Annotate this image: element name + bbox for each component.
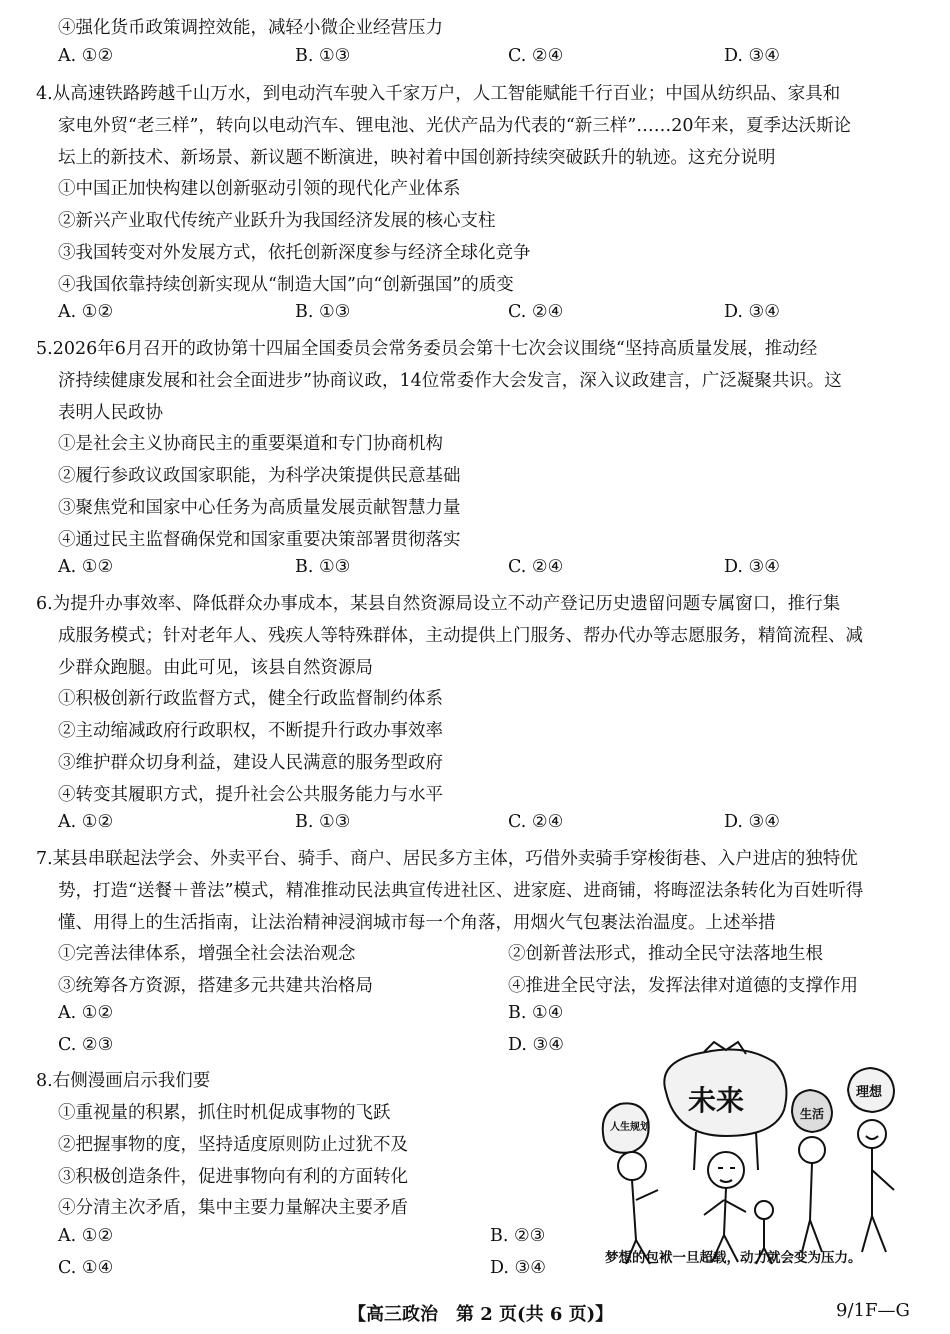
q7-item-4: ④推进全民守法，发挥法律对道德的支撑作用 — [508, 976, 858, 996]
footer-code: 9/1F—G — [836, 1300, 910, 1321]
q6-option-b[interactable]: B. ①③ — [295, 812, 351, 832]
q7-item-3: ③统筹各方资源，搭建多元共建共治格局 — [58, 976, 373, 996]
cartoon-caption: 梦想的包袱一旦超载，动力就会变为压力。 — [605, 1250, 862, 1266]
life-plan-bag-label: 人生规划 — [610, 1122, 650, 1133]
q3-option-c[interactable]: C. ②④ — [508, 46, 564, 66]
q4-stem-line-1: 4.从高速铁路跨越千山万水，到电动汽车驶入千家万户，人工智能赋能千行百业；中国从纺织品、家具和 — [36, 84, 841, 104]
q5-stem-line-2: 济持续健康发展和社会全面进步”协商议政，14位常委作大会发言，深入议政建言，广泛凝聚共识。这 — [58, 371, 842, 391]
q3-option-d[interactable]: D. ③④ — [724, 46, 780, 66]
q5-item-3: ③聚焦党和国家中心任务为高质量发展贡献智慧力量 — [58, 498, 461, 518]
q8-item-1: ①重视量的积累，抓住时机促成事物的飞跃 — [58, 1103, 391, 1123]
q3-option-b[interactable]: B. ①③ — [295, 46, 351, 66]
q6-item-2: ②主动缩减政府行政职权，不断提升行政办事效率 — [58, 721, 443, 741]
q7-item-1: ①完善法律体系，增强全社会法治观念 — [58, 944, 356, 964]
q5-item-2: ②履行参政议政国家职能，为科学决策提供民意基础 — [58, 466, 461, 486]
q5-item-1: ①是社会主义协商民主的重要渠道和专门协商机构 — [58, 434, 443, 454]
q4-stem-line-2: 家电外贸“老三样”，转向以电动汽车、锂电池、光伏产品为代表的“新三样”……20年来，夏季达沃斯论 — [58, 116, 852, 136]
q7-item-2: ②创新普法形式，推动全民守法落地生根 — [508, 944, 823, 964]
q8-item-2: ②把握事物的度，坚持适度原则防止过犹不及 — [58, 1135, 408, 1155]
q5-option-d[interactable]: D. ③④ — [724, 557, 780, 577]
ideal-bag-label: 理想 — [856, 1085, 883, 1100]
q5-stem-line-3: 表明人民政协 — [58, 403, 163, 423]
cartoon-illustration — [596, 1040, 918, 1272]
q6-option-a[interactable]: A. ①② — [58, 812, 114, 832]
q6-item-4: ④转变其履职方式，提升社会公共服务能力与水平 — [58, 785, 443, 805]
future-bag-label: 未来 — [688, 1084, 745, 1117]
q8-option-c[interactable]: C. ①④ — [58, 1258, 114, 1278]
page-footer-title — [348, 1300, 613, 1326]
q5-item-4: ④通过民主监督确保党和国家重要决策部署贯彻落实 — [58, 530, 461, 550]
q7-option-c[interactable]: C. ②③ — [58, 1035, 114, 1055]
q3-item-4: ④强化货币政策调控效能，减轻小微企业经营压力 — [58, 18, 443, 38]
q7-option-a[interactable]: A. ①② — [58, 1003, 114, 1023]
q4-option-d[interactable]: D. ③④ — [724, 302, 780, 322]
q4-option-b[interactable]: B. ①③ — [295, 302, 351, 322]
q4-option-c[interactable]: C. ②④ — [508, 302, 564, 322]
q8-option-d[interactable]: D. ③④ — [490, 1258, 546, 1278]
q4-item-4: ④我国依靠持续创新实现从“制造大国”向“创新强国”的质变 — [58, 275, 514, 295]
life-bag-label: 生活 — [800, 1107, 825, 1121]
q5-option-b[interactable]: B. ①③ — [295, 557, 351, 577]
q7-option-b[interactable]: B. ①④ — [508, 1003, 564, 1023]
q7-stem-line-2: 势，打造“送餐＋普法”模式，精准推动民法典宣传进社区、进家庭、进商铺，将晦涩法条转化为百姓听得 — [58, 881, 864, 901]
q6-item-1: ①积极创新行政监督方式，健全行政监督制约体系 — [58, 689, 443, 709]
q8-option-a[interactable]: A. ①② — [58, 1226, 114, 1246]
q4-stem-line-3: 坛上的新技术、新场景、新议题不断演进，映衬着中国创新持续突破跃升的轨迹。这充分说明 — [58, 148, 776, 168]
q7-stem-line-1: 7.某县串联起法学会、外卖平台、骑手、商户、居民多方主体，巧借外卖骑手穿梭街巷、入户进店的独特优 — [36, 849, 858, 869]
q4-item-1: ①中国正加快构建以创新驱动引领的现代化产业体系 — [58, 179, 461, 199]
q8-option-b[interactable]: B. ②③ — [490, 1226, 546, 1246]
q6-stem-line-1: 6.为提升办事效率、降低群众办事成本，某县自然资源局设立不动产登记历史遗留问题专属窗口，推行集 — [36, 594, 841, 614]
q7-stem-line-3: 懂、用得上的生活指南，让法治精神浸润城市每一个角落，用烟火气包裹法治温度。上述举措 — [58, 913, 776, 933]
q6-item-3: ③维护群众切身利益，建设人民满意的服务型政府 — [58, 753, 443, 773]
q8-item-4: ④分清主次矛盾，集中主要力量解决主要矛盾 — [58, 1198, 408, 1218]
q7-option-d[interactable]: D. ③④ — [508, 1035, 564, 1055]
q4-item-2: ②新兴产业取代传统产业跃升为我国经济发展的核心支柱 — [58, 211, 496, 231]
q6-option-c[interactable]: C. ②④ — [508, 812, 564, 832]
q4-option-a[interactable]: A. ①② — [58, 302, 114, 322]
q5-option-a[interactable]: A. ①② — [58, 557, 114, 577]
q8-item-3: ③积极创造条件，促进事物向有利的方面转化 — [58, 1167, 408, 1187]
q6-stem-line-2: 成服务模式；针对老年人、残疾人等特殊群体，主动提供上门服务、帮办代办等志愿服务，精简流程、减 — [58, 626, 863, 646]
q3-option-a[interactable]: A. ①② — [58, 46, 114, 66]
q6-stem-line-3: 少群众跑腿。由此可见，该县自然资源局 — [58, 658, 373, 678]
q4-item-3: ③我国转变对外发展方式，依托创新深度参与经济全球化竞争 — [58, 243, 531, 263]
q6-option-d[interactable]: D. ③④ — [724, 812, 780, 832]
footer-center-text: 【高三政治 第 2 页(共 6 页)】 — [348, 1304, 614, 1325]
q5-option-c[interactable]: C. ②④ — [508, 557, 564, 577]
q8-stem: 8.右侧漫画启示我们要 — [36, 1071, 211, 1091]
q5-stem-line-1: 5.2026年6月召开的政协第十四届全国委员会常务委员会第十七次会议围绕“坚持高质量发展，推动经 — [36, 339, 818, 359]
